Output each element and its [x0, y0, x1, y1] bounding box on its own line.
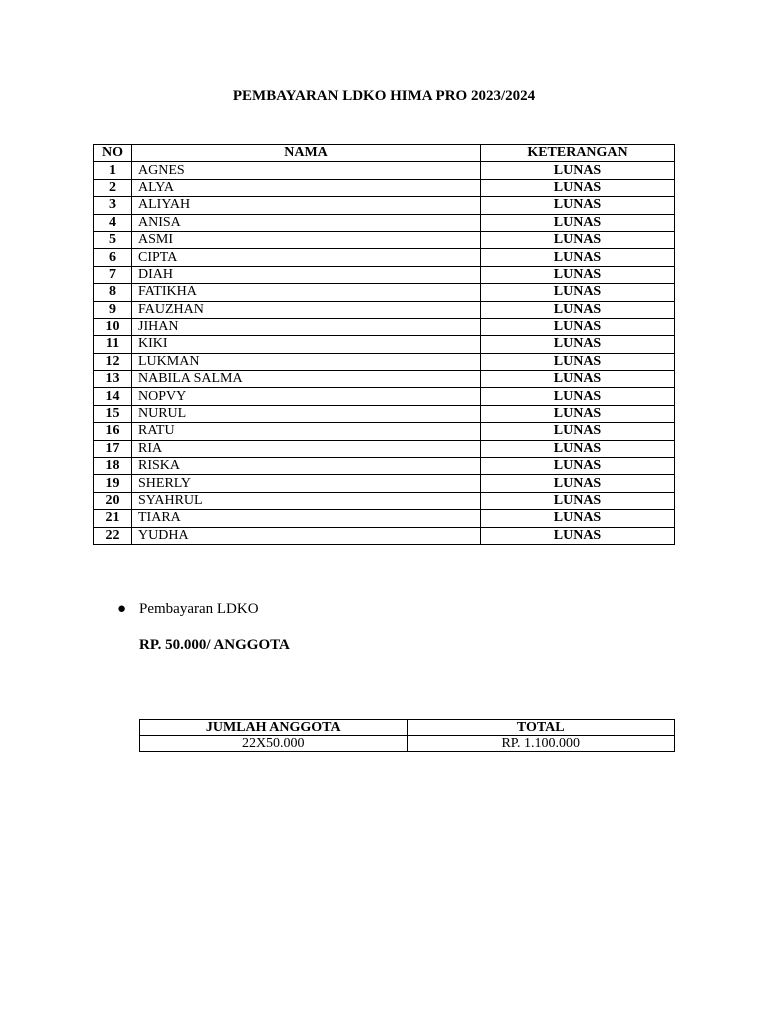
row-nama: RATU [132, 423, 481, 440]
row-no: 18 [94, 458, 132, 475]
table-row [94, 231, 675, 248]
header-nama: NAMA [132, 145, 481, 162]
row-nama: YUDHA [132, 527, 481, 544]
row-no: 12 [94, 353, 132, 370]
table-row [94, 510, 675, 527]
row-keterangan: LUNAS [481, 510, 675, 527]
row-keterangan: LUNAS [481, 527, 675, 544]
row-nama: RISKA [132, 458, 481, 475]
table-row [94, 214, 675, 231]
row-nama: CIPTA [132, 249, 481, 266]
table-row [94, 353, 675, 370]
header-keterangan: KETERANGAN [481, 145, 675, 162]
table-row [94, 475, 675, 492]
row-nama: ALIYAH [132, 197, 481, 214]
row-nama: JIHAN [132, 318, 481, 335]
row-nama: ALYA [132, 179, 481, 196]
row-no: 7 [94, 266, 132, 283]
row-nama: NOPVY [132, 388, 481, 405]
summary-table [139, 719, 675, 752]
row-keterangan: LUNAS [481, 162, 675, 179]
table-row [94, 371, 675, 388]
payment-bullet-text: Pembayaran LDKO [139, 601, 259, 617]
row-no: 3 [94, 197, 132, 214]
row-nama: FAUZHAN [132, 301, 481, 318]
row-nama: RIA [132, 440, 481, 457]
row-keterangan: LUNAS [481, 440, 675, 457]
row-no: 20 [94, 492, 132, 509]
row-nama: KIKI [132, 336, 481, 353]
row-no: 16 [94, 423, 132, 440]
row-nama: ANISA [132, 214, 481, 231]
row-keterangan: LUNAS [481, 388, 675, 405]
row-no: 5 [94, 231, 132, 248]
row-no: 22 [94, 527, 132, 544]
total-value: RP. 1.100.000 [407, 736, 675, 752]
members-table [93, 144, 675, 545]
row-nama: NURUL [132, 405, 481, 422]
table-row [94, 336, 675, 353]
table-row [94, 527, 675, 544]
row-keterangan: LUNAS [481, 371, 675, 388]
row-keterangan: LUNAS [481, 284, 675, 301]
row-no: 17 [94, 440, 132, 457]
row-no: 8 [94, 284, 132, 301]
row-keterangan: LUNAS [481, 405, 675, 422]
members-table-body [94, 162, 675, 545]
row-keterangan: LUNAS [481, 214, 675, 231]
row-no: 6 [94, 249, 132, 266]
row-nama: ASMI [132, 231, 481, 248]
row-nama: NABILA SALMA [132, 371, 481, 388]
row-nama: DIAH [132, 266, 481, 283]
table-row [94, 301, 675, 318]
table-row [94, 318, 675, 335]
row-no: 14 [94, 388, 132, 405]
row-nama: TIARA [132, 510, 481, 527]
table-row [94, 162, 675, 179]
row-keterangan: LUNAS [481, 336, 675, 353]
table-row [94, 197, 675, 214]
row-keterangan: LUNAS [481, 197, 675, 214]
summary-header-row [140, 720, 675, 736]
table-row [94, 458, 675, 475]
row-no: 10 [94, 318, 132, 335]
table-row [94, 388, 675, 405]
row-nama: SHERLY [132, 475, 481, 492]
row-nama: FATIKHA [132, 284, 481, 301]
row-keterangan: LUNAS [481, 318, 675, 335]
members-table-header-row [94, 145, 675, 162]
row-no: 19 [94, 475, 132, 492]
row-keterangan: LUNAS [481, 492, 675, 509]
document-title: PEMBAYARAN LDKO HIMA PRO 2023/2024 [232, 88, 536, 104]
row-no: 15 [94, 405, 132, 422]
bullet-icon: ● [117, 601, 127, 617]
header-no: NO [94, 145, 132, 162]
row-no: 11 [94, 336, 132, 353]
price-per-member: RP. 50.000/ ANGGOTA [139, 637, 290, 653]
table-row [94, 492, 675, 509]
jumlah-anggota-value: 22X50.000 [140, 736, 408, 752]
table-row [94, 266, 675, 283]
row-no: 1 [94, 162, 132, 179]
row-keterangan: LUNAS [481, 231, 675, 248]
row-keterangan: LUNAS [481, 353, 675, 370]
row-keterangan: LUNAS [481, 423, 675, 440]
table-row [94, 179, 675, 196]
row-keterangan: LUNAS [481, 179, 675, 196]
header-jumlah-anggota: JUMLAH ANGGOTA [140, 720, 408, 736]
row-no: 13 [94, 371, 132, 388]
row-no: 9 [94, 301, 132, 318]
row-nama: AGNES [132, 162, 481, 179]
table-row [94, 405, 675, 422]
row-keterangan: LUNAS [481, 458, 675, 475]
row-no: 2 [94, 179, 132, 196]
row-keterangan: LUNAS [481, 266, 675, 283]
row-keterangan: LUNAS [481, 249, 675, 266]
row-nama: LUKMAN [132, 353, 481, 370]
payment-bullet-item [117, 601, 259, 618]
table-row [94, 249, 675, 266]
summary-value-row [140, 736, 675, 752]
row-keterangan: LUNAS [481, 301, 675, 318]
table-row [94, 284, 675, 301]
table-row [94, 440, 675, 457]
row-keterangan: LUNAS [481, 475, 675, 492]
row-nama: SYAHRUL [132, 492, 481, 509]
row-no: 4 [94, 214, 132, 231]
row-no: 21 [94, 510, 132, 527]
header-total: TOTAL [407, 720, 675, 736]
table-row [94, 423, 675, 440]
